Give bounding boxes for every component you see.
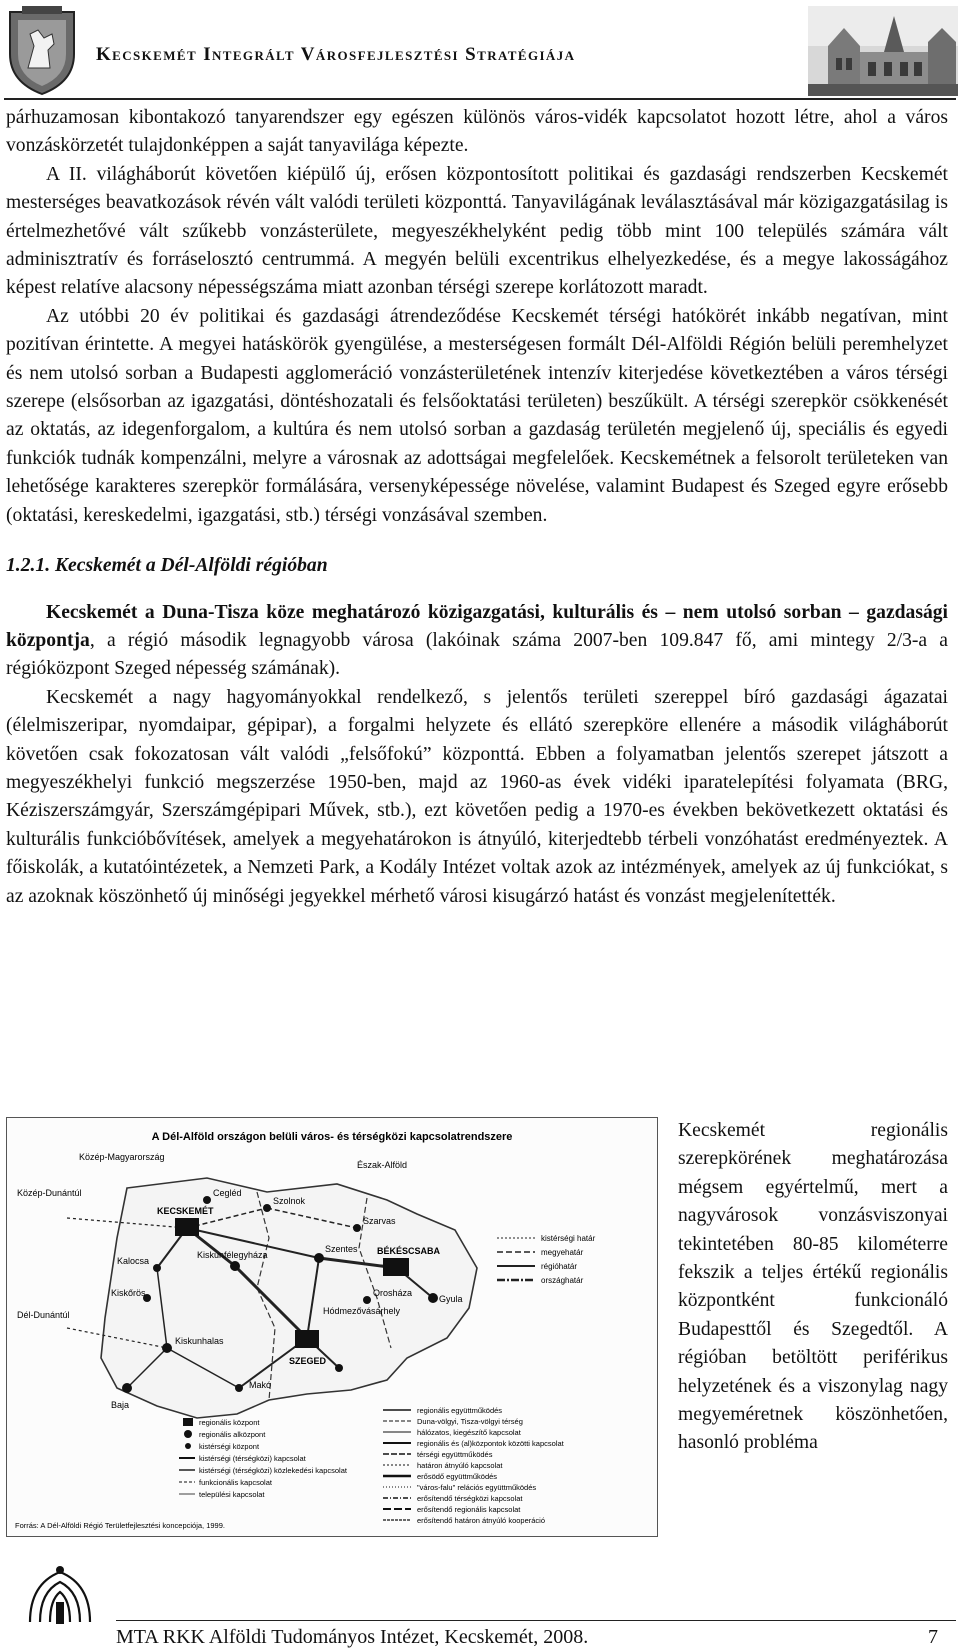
legend-label: kistérségi határ (541, 1234, 596, 1243)
legend-label: erősítendő regionális kapcsolat (417, 1505, 521, 1514)
city-label: Orosháza (373, 1288, 413, 1298)
legend-label: "város-falu" relációs együttműködés (417, 1483, 537, 1492)
region-label: Dél-Dunántúl (17, 1310, 70, 1320)
legend-label: térségi együttműködés (417, 1450, 493, 1459)
page-number: 7 (928, 1626, 938, 1648)
legend-label: regionális és (al)központok közötti kapcsolat (417, 1439, 564, 1448)
legend-label: hálózatos, kiegészítő kapcsolat (417, 1428, 521, 1437)
city-label: Baja (111, 1400, 130, 1410)
boundary-legend (497, 1234, 596, 1285)
city-label: Kiskunfélegyháza (197, 1250, 268, 1260)
footer-divider (116, 1620, 956, 1621)
lead-text: , a régió második legnagyobb városa (lakóinak száma 2007-ben 109.847 fő, ami mintegy 2/3-a a régióközpont Szeged népesség számának). (6, 629, 948, 680)
region-label: Közép-Dunántúl (17, 1188, 82, 1198)
lead-bold-text: Kecskemét a Duna-Tisza köze meghatározó közigazgatási, kulturális és – nem utolsó sorban – gazdasági központja (6, 601, 948, 651)
legend-label: települési kapcsolat (199, 1490, 265, 1499)
section-heading: 1.2.1. Kecskemét a Dél-Alföldi régióban (6, 555, 328, 577)
legend-label: kistérségi központ (199, 1442, 260, 1451)
city-label: Cegléd (213, 1188, 242, 1198)
paragraph-1: párhuzamosan kibontakozó tanyarendszer egy egészen különös város-vidék kapcsolatot hozott létre, ahol a város vonzáskörzetét tulajdonképpen a saját tanyavilága képezte. (6, 107, 948, 157)
side-paragraph: Kecskemét regionális szerepkörének meghatározása mégsem egyértelmű, mert a nagyvárosok vonzásviszonyai tekintetében 80-85 kilométerre fekszik a teljes értékű regionális központként funkcionáló Budapesttől és Szegedtől. A régióban betöltött periférikus helyzetének és a viszonylag nagy megyeméretnek köszönhetően, hasonló probléma (678, 1120, 948, 1454)
paragraph-4: Kecskemét a nagy hagyományokkal rendelkező, s jelentős területi szereppel bíró gazdasági ágazatai (élelmiszeripar, nyomdaipar, gépipar), a forgalmi helyzete és ellátó szerepköre ellenére a második világháborút követően csak fokozatosan vált valódi „felsőfokú” központtá. Ebben a folyamatban jelentős szerepet játszott a megyeszékhelyi funkció megszerzése 1950-ben, majd az 1960-as évek vidéki iparatelepítési folyamata (BRG, Kéziszerszámgyár, Szerszámgépipari Művek, stb.), ezt követően pedig a 1970-es években bekövetkezett oktatási és kulturális funkcióbővítések, amelyek a megyehatárokon is átnyúló, kiterjedtebb térbeli vonzóhatást eredményeztek. A főiskolák, a kutatóintézetek, a Nemzeti Park, a Kodály Intézet voltak azok az intézmények, amelyek az új funkciókat, s az azoknak köszönhető új minőségi jegyekkel mérhető városi kisugárzó hatást és vonzást megjelenítették. (6, 686, 948, 907)
city-label: BÉKÉSCSABA (377, 1246, 441, 1256)
institute-logo-icon (22, 1562, 98, 1626)
figure-title: A Dél-Alföld országon belüli város- és térségközi kapcsolatrendszere (151, 1131, 513, 1143)
regional-map (7, 1118, 657, 1536)
lead-paragraph (6, 599, 948, 684)
relation-legend (383, 1406, 565, 1525)
region-label: Közép-Magyarország (79, 1152, 165, 1162)
city-label: Szarvas (363, 1216, 396, 1226)
legend-label: regionális alközpont (199, 1430, 266, 1439)
figure-area (6, 1117, 948, 1547)
page-header (0, 0, 960, 100)
legend-label: erősödő együttműködés (417, 1472, 498, 1481)
legend-label: funkcionális kapcsolat (199, 1478, 272, 1487)
regional-map-figure (6, 1117, 658, 1537)
legend-label: országhatár (541, 1276, 584, 1285)
city-label: KECSKEMÉT (157, 1206, 214, 1216)
legend-label: erősítendő határon átnyúló kooperáció (417, 1516, 546, 1525)
node-legend (179, 1418, 348, 1499)
paragraph-2: A II. világháborút követően kiépülő új, erősen központosított politikai és gazdasági rendszerben Kecskemét mesterséges beavatkozások révén vált valódi területi központtá. Tanyavilágának leválasztásával már közigazgatásilag is értelmezhetővé vált szűkebb vonzásterülete, megyeszékhelyként pedig több mint 100 település számára vált adminisztratív és forráselosztó centrummá. A megyén belüli excentrikus elhelyezkedése, és a megye lakosságához képest relatíve alacsony népességszáma miatt azonban térségi szerepe korlátozott maradt. (6, 163, 948, 299)
city-label: Szentes (325, 1244, 358, 1254)
town-hall-photo (808, 6, 958, 96)
main-text (6, 104, 948, 911)
legend-label: megyehatár (541, 1248, 584, 1257)
city-label: SZEGED (289, 1356, 327, 1366)
legend-label: régióhatár (541, 1262, 578, 1271)
legend-label: kistérségi (térségközi) közlekedési kapcsolat (199, 1466, 347, 1475)
header-divider (4, 98, 956, 100)
city-label: Gyula (439, 1294, 463, 1304)
footer-text: MTA RKK Alföldi Tudományos Intézet, Kecskemét, 2008. (116, 1626, 589, 1648)
city-label: Szolnok (273, 1196, 306, 1206)
figure-source: Forrás: A Dél-Alföldi Régió Területfejlesztési koncepciója, 1999. (15, 1521, 225, 1530)
city-label: Kiskőrös (111, 1288, 146, 1298)
paragraph-3: Az utóbbi 20 év politikai és gazdasági átrendeződése Kecskemét térségi hatókörét inkább negatívan, mint pozitívan érintette. A megyei hatáskörök gyengülése, a mesterségesen formált Dél-Alföldi Régión belüli peremhelyzet és nem utolsó sorban a Budapesti agglomeráció vonzásterületének intenzív kiterjedése következtében a város térségi szerepe (elsősorban az igazgatási, döntéshozatali és felsőoktatási területen) beszűkült. A térségi szerepkör csökkenését az oktatás, az idegenforgalom, a kultúra és nem utolsó sorban a gazdaság területén megjelenő új, speciális és egyedi funkciók tudnák kompenzálni, melyre a városnak az adottságai megfelelőek. Kecskemétnek a felsorolt területeken van lehetősége karakteres szerepkör formálására, versenyképessége növelése, valamint Budapest és Szeged egyre erősebb (oktatási, kereskedelmi, igazgatási, stb.) térségi vonzásával szemben. (6, 305, 948, 526)
document-title: Kecskemét Integrált Városfejlesztési Stratégiája (96, 44, 576, 65)
legend-label: Duna-völgyi, Tisza-völgyi térség (417, 1417, 523, 1426)
city-label: Hódmezővásárhely (323, 1306, 401, 1316)
page-footer (0, 1560, 960, 1652)
city-label: Makó (249, 1380, 272, 1390)
city-crest-icon (4, 4, 80, 96)
legend-label: kistérségi (térségközi) kapcsolat (199, 1454, 306, 1463)
legend-label: határon átnyúló kapcsolat (417, 1461, 503, 1470)
legend-label: erősítendő térségközi kapcsolat (417, 1494, 523, 1503)
legend-label: regionális együttműködés (417, 1406, 503, 1415)
city-label: Kiskunhalas (175, 1336, 224, 1346)
region-label: Észak-Alföld (357, 1160, 408, 1170)
legend-label: regionális központ (199, 1418, 260, 1427)
city-label: Kalocsa (117, 1256, 150, 1266)
